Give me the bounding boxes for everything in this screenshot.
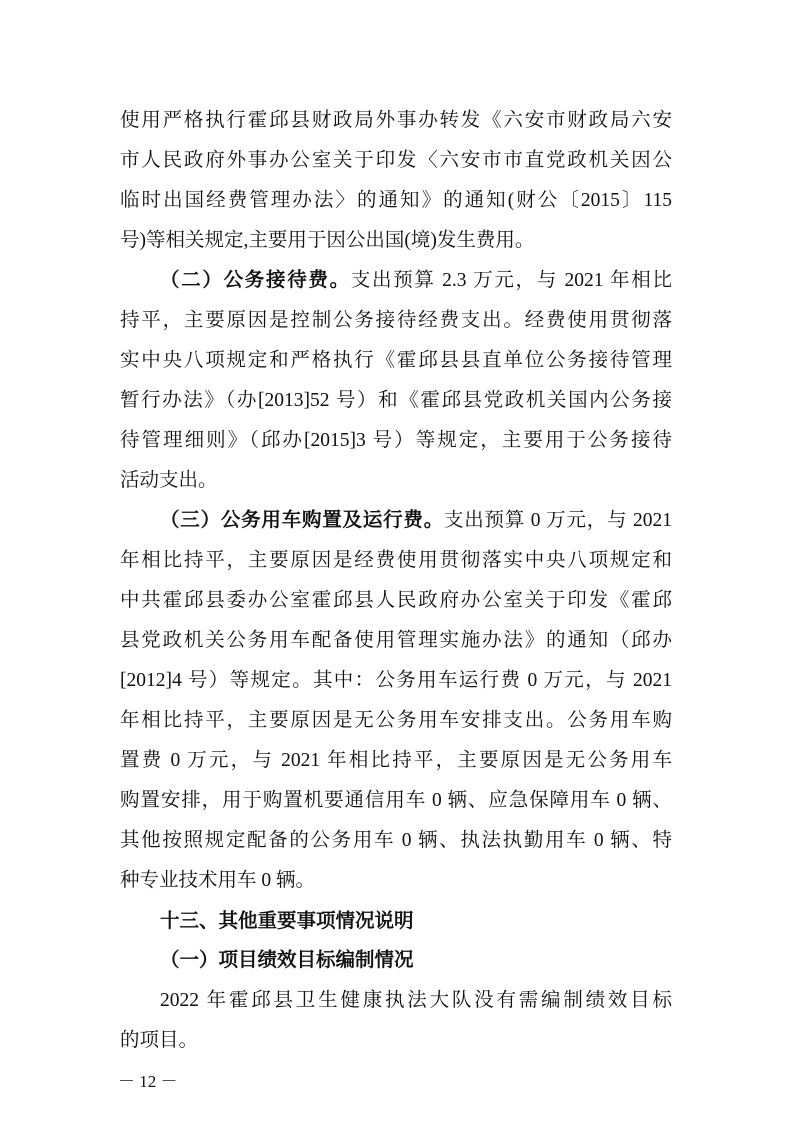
text-line: [2012]4 号）等规定。其中：公务用车运行费 0 万元，与 2021 <box>120 670 672 691</box>
text-line: 号)等相关规定,主要用于因公出国(境)发生费用。 <box>120 230 535 251</box>
paragraph-outbound-travel-cont <box>120 101 672 261</box>
text-line: 的项目。 <box>120 1030 199 1051</box>
text-span: 支出预算 0 万元，与 2021 <box>443 510 672 531</box>
section-subheading: （一）项目绩效目标编制情况 <box>160 950 414 971</box>
text-span: 支出预算 2.3 万元，与 2021 年相比 <box>350 270 672 291</box>
text-line: 年相比持平，主要原因是无公务用车安排支出。公务用车购 <box>120 710 672 731</box>
text-line: 购置安排，用于购置机要通信用车 0 辆、应急保障用车 0 辆、 <box>120 790 672 811</box>
text-line: 实中央八项规定和严格执行《霍邱县县直单位公务接待管理 <box>120 350 672 371</box>
text-line: 暂行办法》（办[2013]52 号）和《霍邱县党政机关国内公务接 <box>120 390 672 411</box>
section-heading: 十三、其他重要事项情况说明 <box>160 909 414 932</box>
text-line: 其他按照规定配备的公务用车 0 辆、执法执勤用车 0 辆、特 <box>120 830 672 851</box>
text-line: 待管理细则》（邱办[2015]3 号）等规定，主要用于公务接待 <box>120 430 672 451</box>
item-title: （三）公务用车购置及运行费。 <box>160 510 444 531</box>
text-line: 2022 年霍邱县卫生健康执法大队没有需编制绩效目标 <box>160 990 672 1011</box>
text-line: 临时出国经费管理办法〉的通知》的通知(财公〔2015〕115 <box>120 190 672 211</box>
text-line: 县党政机关公务用车配备使用管理实施办法》的通知（邱办 <box>120 630 672 651</box>
paragraph-reception-expense <box>120 261 672 501</box>
section-13 <box>120 901 672 1061</box>
text-line: 持平，主要原因是控制公务接待经费支出。经费使用贯彻落 <box>120 310 672 331</box>
text-line: 种专业技术用车 0 辆。 <box>120 870 316 891</box>
item-title: （二）公务接待费。 <box>160 270 351 291</box>
text-line <box>120 501 672 541</box>
document-body <box>120 101 672 1061</box>
text-line: 使用严格执行霍邱县财政局外事办转发《六安市财政局六安 <box>120 110 672 131</box>
paragraph-vehicle-expense <box>120 501 672 901</box>
text-line: 活动支出。 <box>120 470 218 491</box>
text-line <box>120 261 672 301</box>
text-line: 市人民政府外事办公室关于印发〈六安市市直党政机关因公 <box>120 150 672 171</box>
text-line: 置费 0 万元，与 2021 年相比持平，主要原因是无公务用车 <box>120 750 672 771</box>
text-line: 年相比持平，主要原因是经费使用贯彻落实中央八项规定和 <box>120 550 672 571</box>
text-line: 中共霍邱县委办公室霍邱县人民政府办公室关于印发《霍邱 <box>120 590 672 611</box>
page-number: － 12 － <box>118 1072 178 1091</box>
